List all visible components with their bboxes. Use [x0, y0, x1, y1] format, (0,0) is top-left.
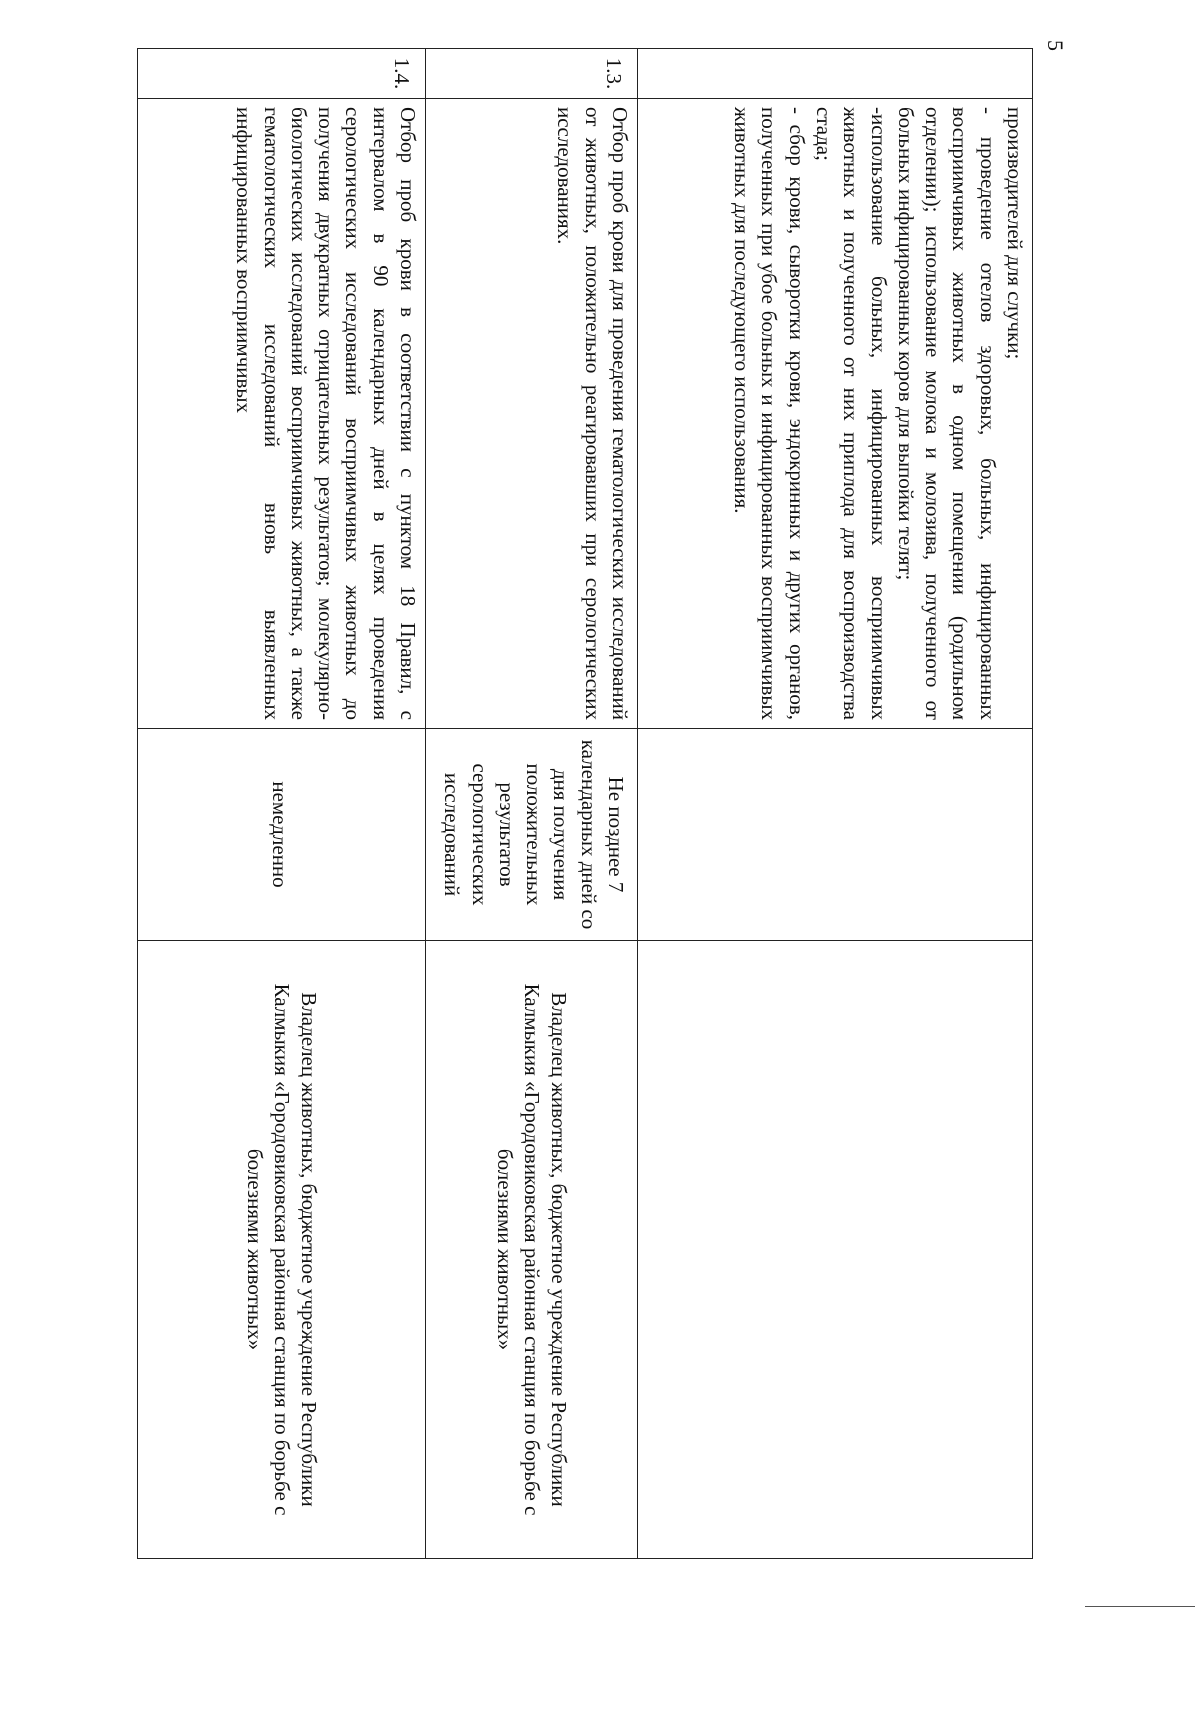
action-cell — [138, 99, 426, 729]
action-line: производителей для случки; — [1003, 107, 1027, 360]
row-number: 1.3. — [426, 49, 638, 99]
term-cell — [638, 729, 1033, 941]
action-line: Отбор проб крови для проведения гематологических исследований от животных, положительно реагировавших при серологических исследованиях. — [553, 107, 632, 720]
action-cell — [426, 99, 638, 729]
term-cell: немедленно — [138, 729, 426, 941]
responsible-cell: Владелец животных, бюджетное учреждение Республики Калмыкия «Городовиковская районная станция по борьбе с болезнями животных» — [426, 941, 638, 1559]
action-line: - проведение отелов здоровых, больных, инфицированных восприимчивых животных в одном помещении (родильном отделении); использование молока и молозива, полученного от больных инфицированных коров для выпойки телят; — [893, 107, 1000, 720]
row-number: 1.4. — [138, 49, 426, 99]
responsible-cell — [638, 941, 1033, 1559]
footer-rule — [1085, 1606, 1195, 1607]
term-cell: Не позднее 7 календарных дней со дня получения положительных результатов серологических исследований — [426, 729, 638, 941]
row-number — [638, 49, 1033, 99]
action-line: - сбор крови, сыворотки крови, эндокринных и других органов, полученных при убое больных и инфицированных восприимчивых животных для последующего использования. — [730, 107, 809, 720]
responsible-cell: Владелец животных, бюджетное учреждение Республики Калмыкия «Городовиковская районная станция по борьбе с болезнями животных» — [138, 941, 426, 1559]
table-row — [138, 49, 426, 1559]
rotated-table-container — [138, 48, 1033, 1558]
table-row — [638, 49, 1033, 1559]
table-row — [426, 49, 638, 1559]
action-line: Отбор проб крови в соответствии с пунктом 18 Правил, с интервалом в 90 календарных дней в целях проведения серологических исследований восприимчивых животных до получения двукратных отрицательных результатов; молекулярно-биологических исследований восприимчивых животных, а также гематологических исследований вновь выявленных инфицированных восприимчивых — [232, 107, 420, 720]
measures-table — [137, 48, 1033, 1559]
action-cell — [638, 99, 1033, 729]
action-line: -использование больных, инфицированных восприимчивых животных и полученного от них приплода для воспроизводства стада; — [811, 107, 891, 720]
page-number: 5 — [1043, 40, 1068, 51]
